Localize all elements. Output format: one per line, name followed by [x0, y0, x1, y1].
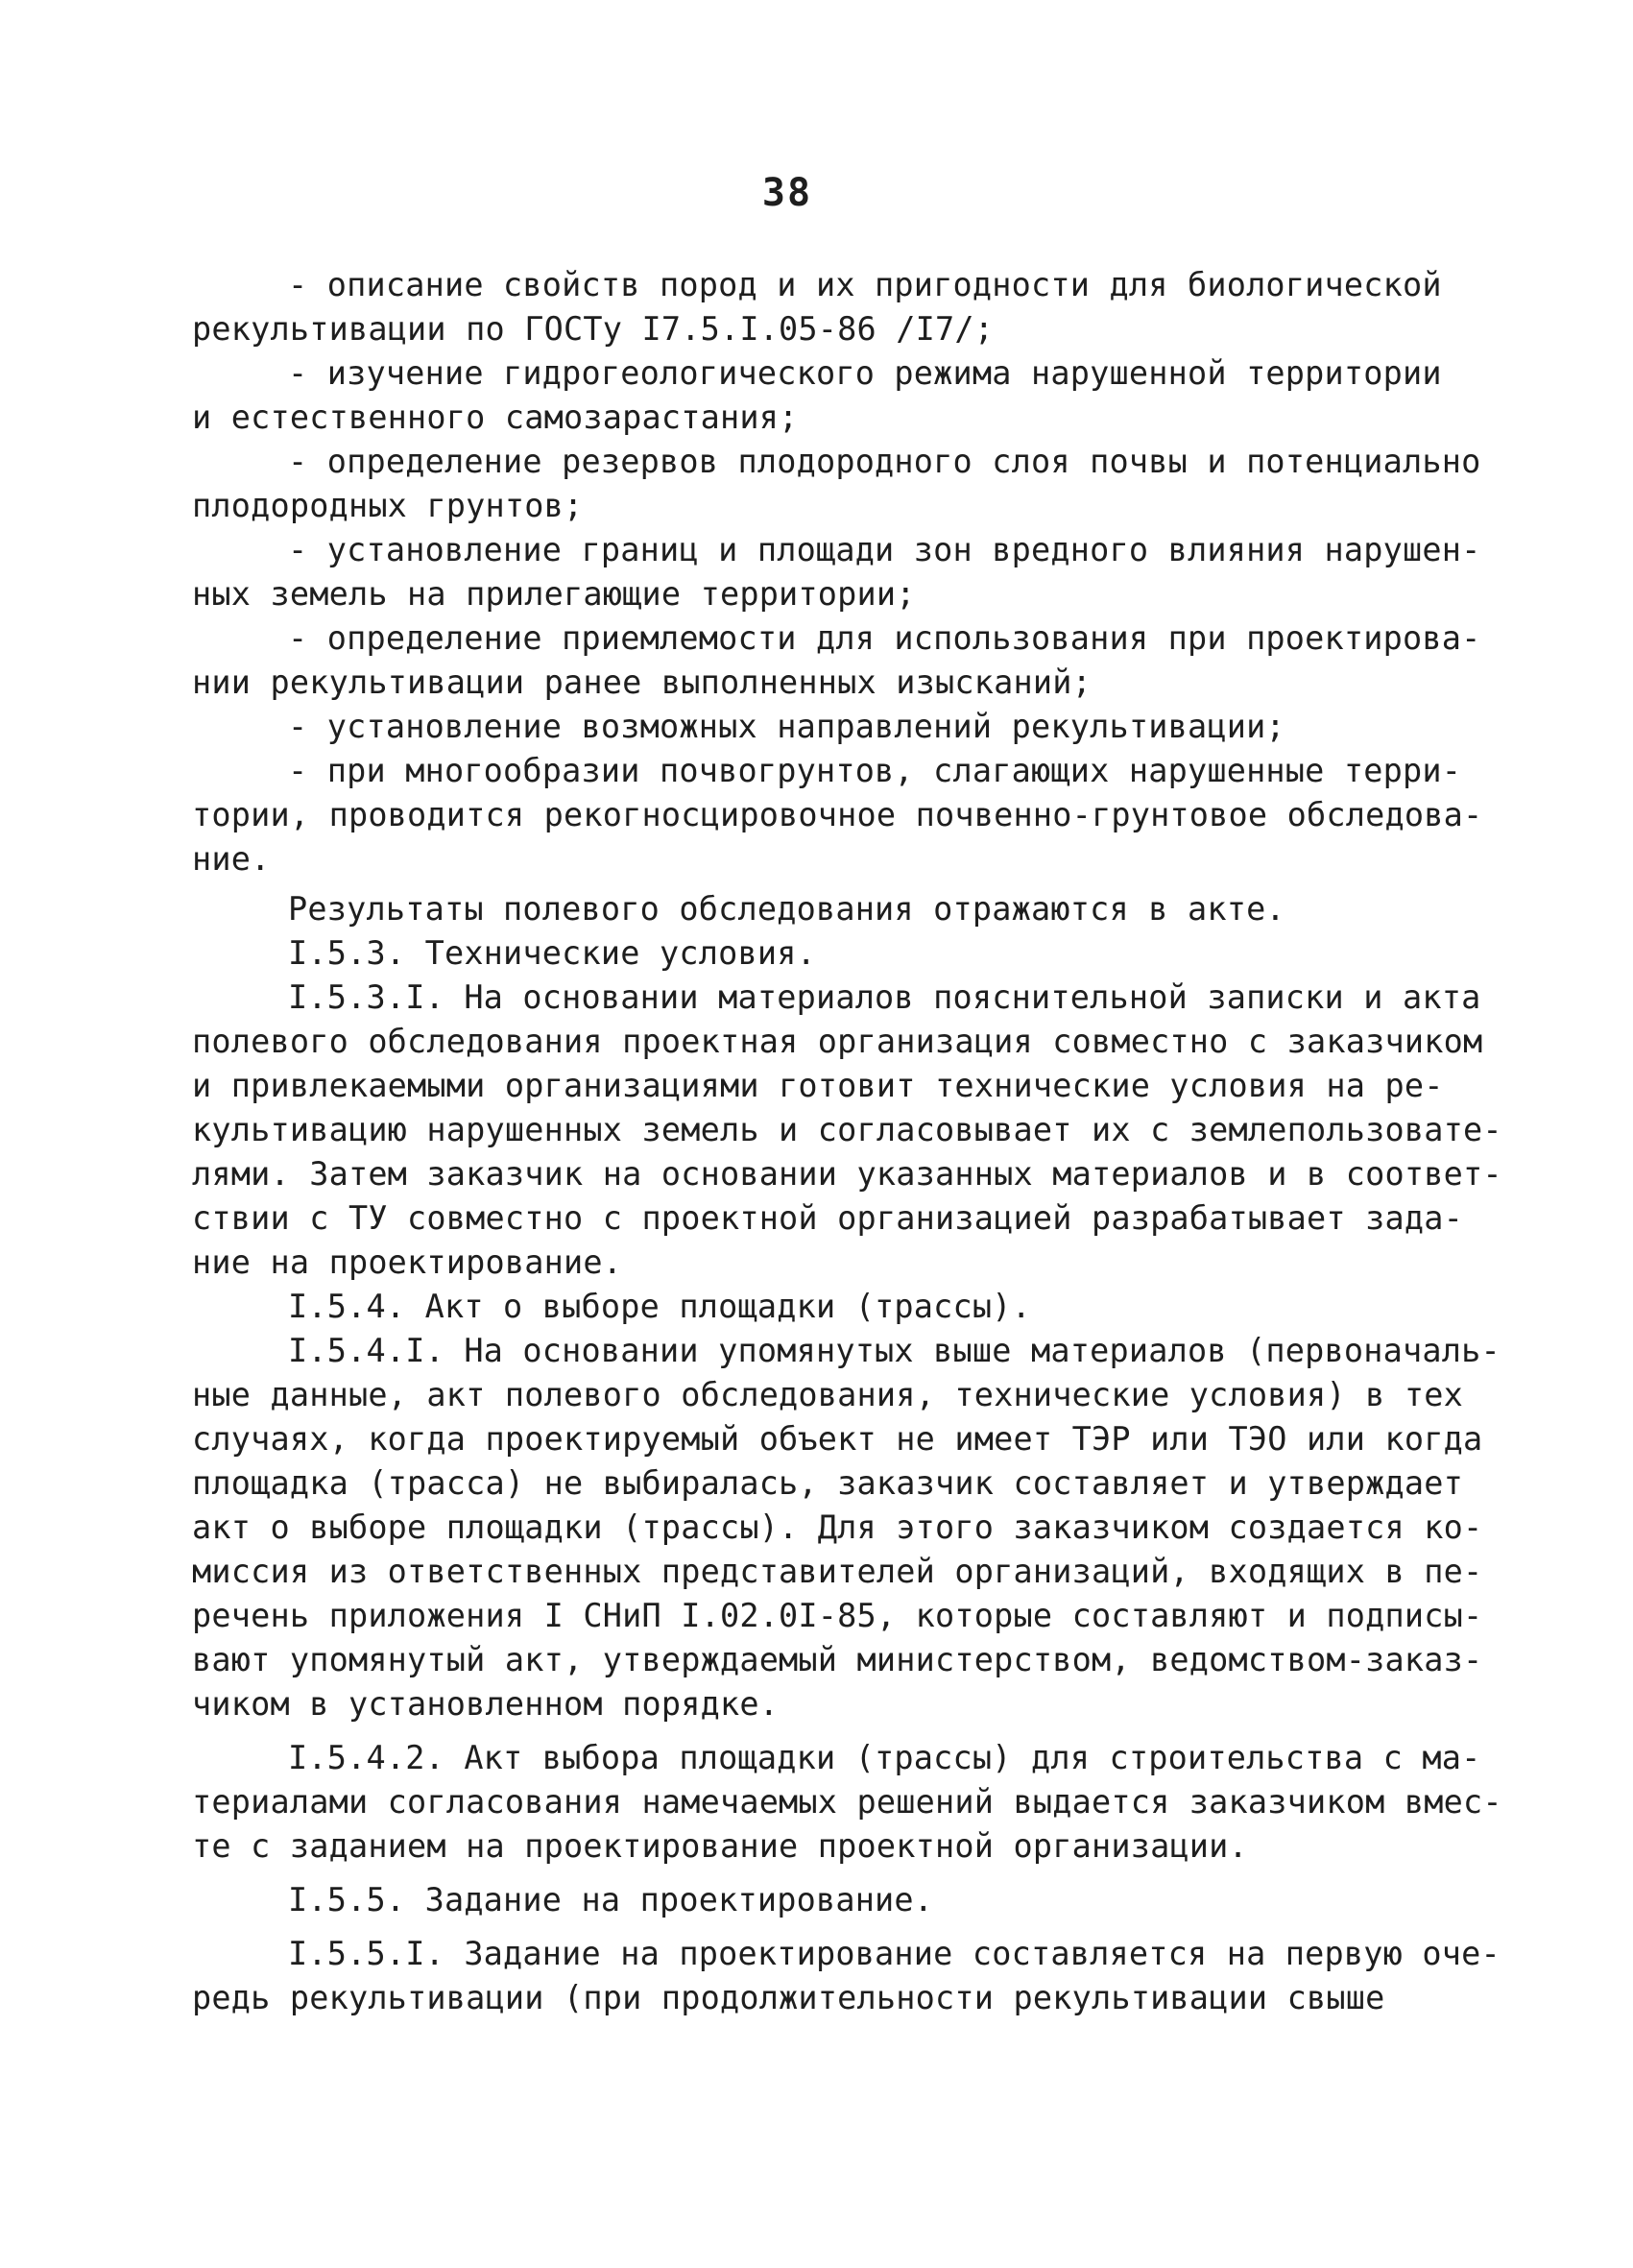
text-line: рекультивации по ГОСТу I7.5.I.05-86 /I7/; — [192, 310, 995, 348]
text-line: редь рекультивации (при продолжительности рекультивации свыше — [192, 1979, 1385, 2016]
text-line: I.5.5.I. Задание на проектирование составляется на первую оче- — [288, 1935, 1501, 1972]
text-line: миссия из ответственных представителей организаций, входящих в пе- — [192, 1553, 1483, 1590]
section-heading: I.5.5. Задание на проектирование. — [288, 1881, 934, 1918]
text-line: случаях, когда проектируемый объект не имеет ТЭР или ТЭО или когда — [192, 1420, 1483, 1458]
text-line: ные данные, акт полевого обследования, технические условия) в тех — [192, 1376, 1463, 1413]
text-line: - определение приемлемости для использования при проектирова- — [288, 619, 1481, 657]
text-line: полевого обследования проектная организация совместно с заказчиком — [192, 1023, 1483, 1060]
section-heading: I.5.4. Акт о выборе площадки (трассы). — [288, 1288, 1032, 1325]
text-line: - установление возможных направлений рекультивации; — [288, 708, 1285, 745]
text-line: и привлекаемыми организациями готовит технические условия на ре- — [192, 1067, 1444, 1104]
text-line: лями. Затем заказчик на основании указанных материалов и в соответ- — [192, 1155, 1502, 1193]
text-line: тории, проводится рекогносцировочное почвенно-грунтовое обследова- — [192, 796, 1483, 833]
text-line: речень приложения I СНиП I.02.0I-85, которые составляют и подписы- — [192, 1597, 1483, 1634]
text-line: ствии с ТУ совместно с проектной организацией разрабатывает зада- — [192, 1199, 1463, 1237]
page-number: 38 — [761, 171, 813, 215]
text-line: - установление границ и площади зон вредного влияния нарушен- — [288, 531, 1481, 568]
text-line: чиком в установленном порядке. — [192, 1685, 780, 1723]
text-line: - изучение гидрогеологического режима нарушенной территории — [288, 354, 1442, 392]
text-line: вают упомянутый акт, утверждаемый министерством, ведомством-заказ- — [192, 1641, 1483, 1678]
text-line: - описание свойств пород и их пригодности для биологической — [288, 266, 1442, 303]
text-line: I.5.4.I. На основании упомянутых выше материалов (первоначаль- — [288, 1332, 1501, 1369]
text-line: те с заданием на проектирование проектной организации. — [192, 1827, 1248, 1865]
text-line: акт о выборе площадки (трассы). Для этого заказчиком создается ко- — [192, 1508, 1483, 1546]
section-heading: I.5.3. Технические условия. — [288, 934, 816, 972]
text-line: и естественного самозарастания; — [192, 398, 799, 436]
text-line: Результаты полевого обследования отражаются в акте. — [288, 890, 1285, 928]
text-line: нии рекультивации ранее выполненных изысканий; — [192, 664, 1092, 701]
text-line: культивацию нарушенных земель и согласовывает их с землепользовате- — [192, 1111, 1502, 1148]
text-line: I.5.3.I. На основании материалов пояснительной записки и акта — [288, 978, 1481, 1016]
text-line: териалами согласования намечаемых решений выдается заказчиком вмес- — [192, 1783, 1502, 1821]
text-line: ние. — [192, 840, 271, 878]
text-line: плодородных грунтов; — [192, 487, 584, 524]
text-line: ных земель на прилегающие территории; — [192, 575, 916, 613]
text-line: - при многообразии почвогрунтов, слагающих нарушенные терри- — [288, 752, 1462, 789]
text-line: I.5.4.2. Акт выбора площадки (трассы) для строительства с ма- — [288, 1739, 1481, 1776]
text-line: - определение резервов плодородного слоя почвы и потенциально — [288, 443, 1481, 480]
text-line: площадка (трасса) не выбиралась, заказчик составляет и утверждает — [192, 1464, 1463, 1502]
text-line: ние на проектирование. — [192, 1243, 623, 1281]
